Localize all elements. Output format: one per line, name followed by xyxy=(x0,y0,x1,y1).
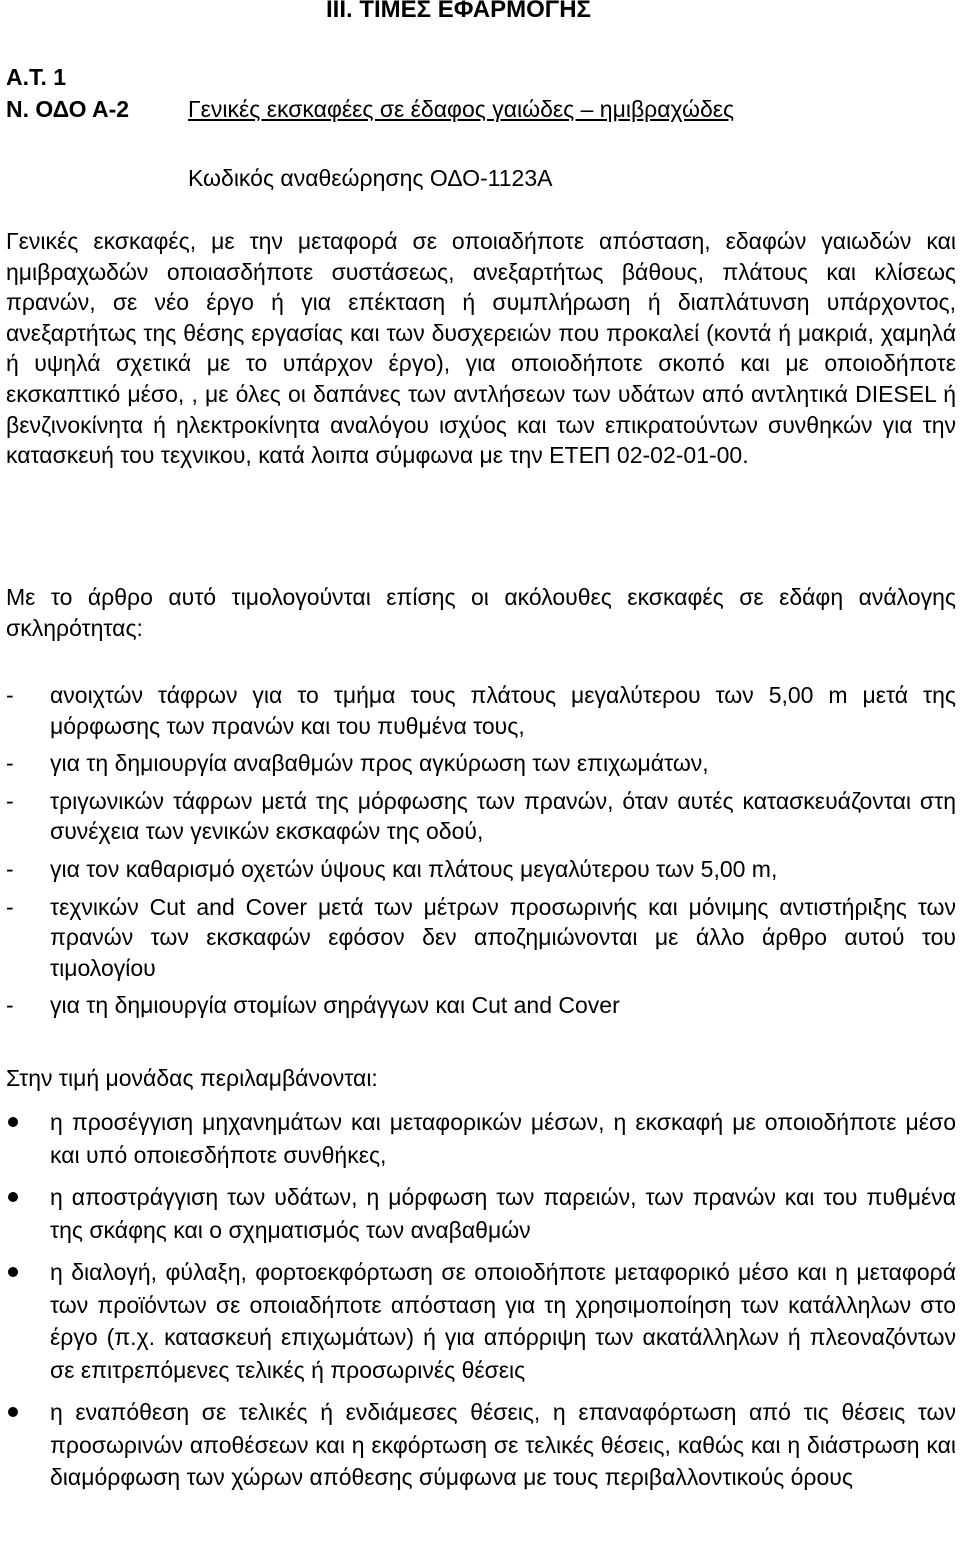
bullet-icon xyxy=(8,1267,18,1277)
description-paragraph: Γενικές εκσκαφές, με την μεταφορά σε οποιαδήποτε απόσταση, εδαφών γαιωδών και ημιβραχωδών οποιασδήποτε συστάσεως, ανεξαρτήτως βάθους, πλάτους και κλίσεως πρανών, σε νέο έργο ή για επέκταση ή συμπλήρωση ή διαπλάτυνση υπάρχοντος, ανεξαρτήτως της θέσης εργασίας και των δυσχερειών που προκαλεί (κοντά ή μακριά, χαμηλά ή υψηλά σχετικά με το υπάρχον έργο), για οποιοδήποτε σκοπό και με οποιοδήποτε εκσκαπτικό μέσο, , με όλες οι δαπάνες των αντλήσεων των υδάτων από αντλητικά DIESEL ή βενζινοκίνητα ή ηλεκτροκίνητα αναλόγου ισχύος και των επικρατούντων συνθηκών για την κατασκευή του τεχνικου, κατά λοιπα σύμφωνα με την ΕΤΕΠ 02-02-01-00. xyxy=(6,228,956,469)
list-item xyxy=(6,748,956,779)
list-item-text: η εναπόθεση σε τελικές ή ενδιάμεσες θέσεις, η επαναφόρτωση από τις θέσεις των προσωρινών αποθέσεων και η εκφόρτωση σε τελικές θέσεις, καθώς και η διάστρωση και διαμόρφωση των χώρων απόθεσης σύμφωνα με τους περιβαλλοντικούς όρους xyxy=(50,1399,956,1490)
list-item-text: για τη δημιουργία στομίων σηράγγων και Cut and Cover xyxy=(50,992,620,1019)
list-item xyxy=(6,1396,956,1494)
article-title: Γενικές εκσκαφέες σε έδαφος γαιώδες – ημιβραχώδες xyxy=(188,96,735,122)
list-item-text: η διαλογή, φύλαξη, φορτοεκφόρτωση σε οποιοδήποτε μεταφορικό μέσο και η μεταφορά των προϊόντων σε οποιαδήποτε απόσταση για τη χρησιμοποίηση των κατάλληλων στο έργο (π.χ. κατασκευή επιχωμάτων) ή για απόρριψη των ακατάλληλων ή πλεοναζόντων σε επιτρεπόμενες τελικές ή προσωρινές θέσεις xyxy=(50,1259,956,1383)
included-items-list xyxy=(6,1106,956,1504)
section-title: III. ΤΙΜΕΣ ΕΦΑΡΜΟΓΗΣ xyxy=(326,0,591,23)
dash-marker: - xyxy=(6,750,14,777)
bullet-icon xyxy=(8,1192,18,1202)
revision-code: Κωδικός αναθεώρησης ΟΔΟ-1123Α xyxy=(188,165,553,191)
includes-heading: Στην τιμή μονάδας περιλαμβάνονται: xyxy=(6,1065,378,1091)
list-item-text: η προσέγγιση μηχανημάτων και μεταφορικών μέσων, η εκσκαφή με οποιοδήποτε μέσο και υπό οποιεσδήποτε συνθήκες, xyxy=(50,1109,956,1168)
dash-marker: - xyxy=(6,787,14,814)
dash-marker: - xyxy=(6,855,14,882)
list-item-text: τριγωνικών τάφρων μετά της μόρφωσης των πρανών, όταν αυτές κατασκευάζονται στη συνέχεια των γενικών εκσκαφών της οδού, xyxy=(50,787,956,845)
list-item xyxy=(6,854,956,885)
list-item xyxy=(6,990,956,1021)
odo-code: Ν. ΟΔΟ Α-2 xyxy=(6,96,130,122)
list-item-text: ανοιχτών τάφρων για το τμήμα τους πλάτους μεγαλύτερου των 5,00 m μετά της μόρφωσης των πρανών και του πυθμένα τους, xyxy=(50,682,956,739)
dash-marker: - xyxy=(6,682,14,708)
list-item xyxy=(6,680,956,741)
list-item xyxy=(6,892,956,984)
list-item xyxy=(6,1181,956,1246)
list-item-text: η αποστράγγιση των υδάτων, η μόρφωση των παρειών, των πρανών και του πυθμένα της σκάφης και ο σχηματισμός των αναβαθμών xyxy=(50,1184,956,1243)
excavation-types-list xyxy=(6,680,956,1028)
bullet-icon xyxy=(8,1407,18,1417)
additional-excavations-paragraph: Με το άρθρο αυτό τιμολογούνται επίσης οι ακόλουθες εκσκαφές σε εδάφη ανάλογης σκληρότητας: xyxy=(6,584,956,641)
list-item xyxy=(6,1106,956,1171)
list-item-text: για τον καθαρισμό οχετών ύψους και πλάτους μεγαλύτερου των 5,00 m, xyxy=(50,855,778,882)
dash-marker: - xyxy=(6,992,14,1019)
article-code: Α.Τ. 1 xyxy=(6,64,67,90)
list-item-text: για τη δημιουργία αναβαθμών προς αγκύρωση των επιχωμάτων, xyxy=(50,750,709,777)
list-item-text: τεχνικών Cut and Cover μετά των μέτρων προσωρινής και μόνιμης αντιστήριξης των πρανών των εκσκαφών εφόσον δεν αποζημιώνονται με άλλο άρθρο αυτού του τιμολογίου xyxy=(50,893,956,981)
list-item xyxy=(6,1256,956,1386)
bullet-icon xyxy=(8,1117,18,1127)
list-item xyxy=(6,786,956,847)
dash-marker: - xyxy=(6,893,14,920)
